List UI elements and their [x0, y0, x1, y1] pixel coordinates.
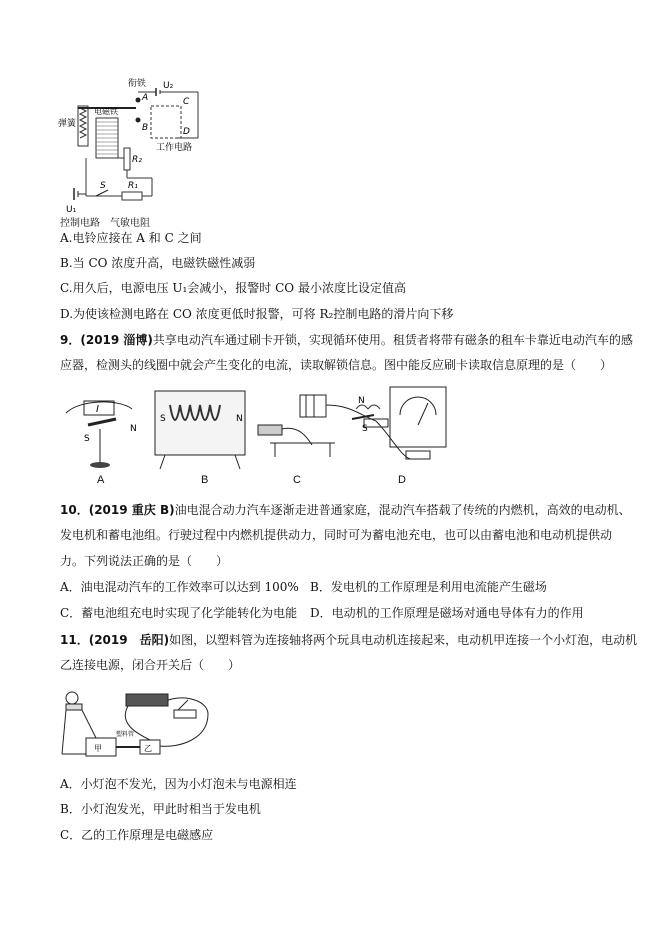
q9-fig-label-d: D [398, 474, 406, 486]
q9-number: 9． [60, 333, 81, 347]
label-u1: U₁ [66, 205, 77, 215]
q9-fig-label-a: A [97, 474, 105, 486]
q11-option-c: C．乙的工作原理是电磁感应 [60, 828, 214, 842]
q11-label-tube: 塑料管 [116, 731, 135, 738]
label-c: C [183, 97, 190, 107]
q9-fig-c [258, 395, 388, 457]
q8-option-d: D.为使该检测电路在 CO 浓度更低时报警，可将 R₂控制电路的滑片向下移 [60, 307, 454, 321]
label-d: D [183, 127, 190, 137]
q9-text1: 共享电动汽车通过刷卡开锁，实现循环使用。租赁者将带有磁条的租车卡靠近电动汽车的感 [152, 333, 633, 347]
q10-stem-line2: 发电机和蓄电池组。行驶过程中内燃机提供动力，同时可为蓄电池充电，也可以由蓄电池和电动机提供动 [60, 528, 613, 542]
label-electromagnet: 电磁铁 [94, 107, 118, 116]
q9-figure-strip [60, 385, 460, 485]
q11-label-yi: 乙 [144, 744, 152, 753]
q9-fig-label-b: B [201, 474, 209, 486]
q11-motor-diagram [58, 684, 218, 760]
q9-a-label-i: I [96, 404, 99, 415]
q9-a-label-n: N [130, 424, 137, 434]
q10-text1: 油电混合动力汽车逐渐走进普通家庭，混动汽车搭载了传统的内燃机，高效的电动机、 [174, 503, 631, 517]
label-r1: R₁ [128, 181, 138, 191]
q10-option-d: D．电动机的工作原理是磁场对通电导体有力的作用 [310, 606, 584, 620]
q10-option-b: B．发电机的工作原理是利用电流能产生磁场 [310, 580, 547, 594]
q10-option-a: A．油电混动汽车的工作效率可以达到 100% [60, 580, 299, 594]
figure-co-alarm-circuit [56, 78, 216, 218]
q9-a-label-s: S [84, 434, 90, 444]
q9-stem-line2: 应器，检测头的线圈中就会产生变化的电流，读取解锁信息。图中能反应刷卡读取信息原理的是（ ） [60, 358, 613, 372]
q8-option-a: A.电铃应接在 A 和 C 之间 [60, 231, 202, 245]
q11-text1: 如图，以塑料管为连接轴将两个玩具电动机连接起来，电动机甲连接一个小灯泡，电动机 [169, 633, 638, 647]
label-gas-sensor: 气敏电阻 [110, 218, 150, 229]
q9-fig-label-c: C [293, 474, 301, 486]
relay-circuit-diagram [56, 78, 216, 218]
label-a: A [142, 93, 149, 103]
label-s: S [100, 181, 106, 191]
q9-fig-a [66, 401, 137, 468]
q11-stem-line2: 乙连接电源，闭合开关后（ ） [60, 658, 241, 672]
q9-figures [60, 385, 460, 485]
q11-number: 11． [60, 633, 89, 647]
q9-stem-line1 [60, 332, 633, 348]
label-armature: 衔铁 [128, 79, 147, 89]
label-u2: U₂ [163, 81, 174, 91]
q11-stem-line1 [60, 632, 637, 648]
q10-stem-line3: 力。下列说法正确的是（ ） [60, 554, 229, 568]
q11-figure-motors [58, 684, 218, 760]
q10-source: (2019 重庆 B) [88, 503, 175, 517]
q9-b-label-n: N [236, 414, 243, 424]
q11-label-jia: 甲 [94, 744, 102, 753]
q8-option-c: C.用久后，电源电压 U₁会减小，报警时 CO 最小浓度比设定值高 [60, 281, 406, 295]
q9-fig-d [352, 387, 446, 459]
q11-option-a: A．小灯泡不发光，因为小灯泡未与电源相连 [60, 777, 297, 791]
q11-option-b: B．小灯泡发光，甲此时相当于发电机 [60, 802, 261, 816]
q9-d-label-s: S [362, 424, 368, 434]
q9-source: (2019 淄博) [80, 333, 153, 347]
q10-number: 10． [60, 503, 89, 517]
q8-option-b: B.当 CO 浓度升高，电磁铁磁性减弱 [60, 256, 256, 270]
q9-fig-b [155, 391, 245, 469]
label-r2: R₂ [132, 155, 142, 165]
q10-option-c: C．蓄电池组充电时实现了化学能转化为电能 [60, 606, 298, 620]
label-work-circuit: 工作电路 [156, 143, 193, 153]
q9-b-label-s: S [160, 414, 166, 424]
label-b: B [142, 123, 149, 133]
label-spring: 弹簧 [58, 119, 77, 129]
label-control-circuit: 控制电路 [60, 218, 100, 229]
q10-stem-line1 [60, 502, 631, 518]
q9-d-label-n: N [358, 396, 365, 406]
q11-source: (2019 岳阳) [88, 633, 170, 647]
